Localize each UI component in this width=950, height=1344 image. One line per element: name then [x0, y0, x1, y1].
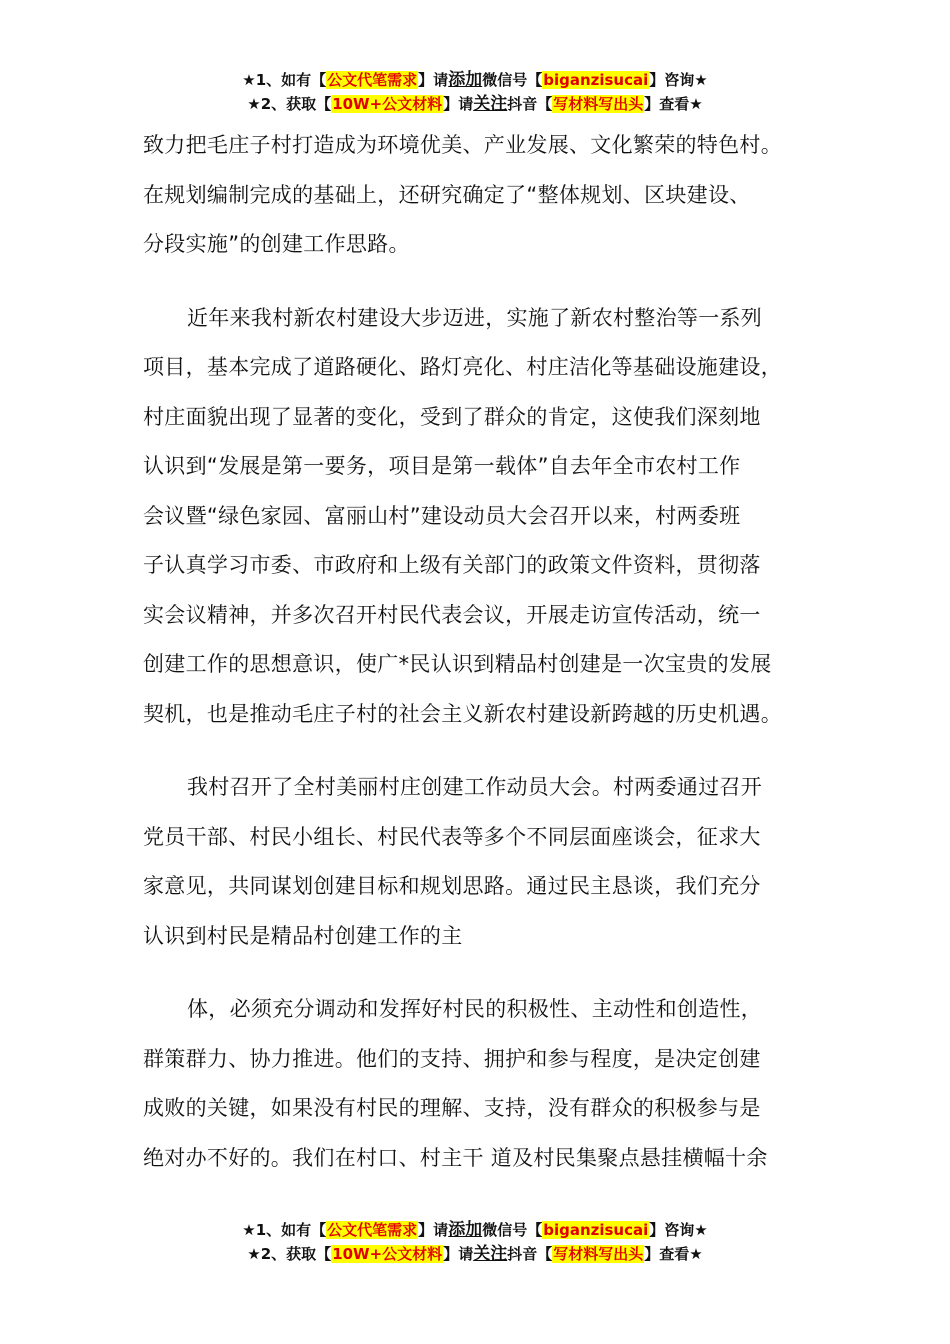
banner-text: 2、获取【: [260, 1245, 332, 1263]
highlight-text: 公文代笔需求: [327, 71, 418, 89]
text-line: 成败的关键，如果没有村民的理解、支持，没有群众的积极参与是: [143, 1096, 761, 1120]
footer-banner: [0, 1218, 950, 1266]
text-line: 近年来我村新农村建设大步迈进，实施了新农村整治等一系列: [187, 305, 763, 330]
banner-text: 】查看: [644, 1245, 690, 1263]
document-body: [143, 121, 833, 1183]
banner-text: 1、如有【: [255, 71, 327, 89]
star-icon: ★: [242, 71, 256, 89]
text-line: 体，必须充分调动和发挥好村民的积极性、主动性和创造性，: [187, 997, 763, 1021]
banner-line-2: [0, 92, 950, 116]
star-icon: ★: [247, 95, 261, 113]
text-line: 群策群力、协力推进。他们的支持、拥护和参与程度，是决定创建: [143, 1046, 761, 1071]
text-line: 分段实施”的创建工作思路。: [143, 232, 410, 256]
text-line: 家意见，共同谋划创建目标和规划思路。通过民主恳谈，我们充分: [143, 874, 761, 898]
banner-text: 】请: [443, 95, 474, 113]
banner-text: 微信号【: [482, 71, 543, 89]
banner-text: 】查看: [644, 95, 690, 113]
banner-text: 】咨询: [649, 1221, 695, 1239]
paragraph: [143, 294, 833, 740]
banner-line-2: [0, 1242, 950, 1266]
banner-text: 抖音【: [507, 95, 553, 113]
text-line: 我村召开了全村美丽村庄创建工作动员大会。村两委通过召开: [187, 775, 763, 799]
star-icon: ★: [694, 71, 708, 89]
star-icon: ★: [247, 1245, 261, 1263]
text-line: 认识到村民是精品村创建工作的主: [143, 923, 463, 948]
banner-text: 】咨询: [649, 71, 695, 89]
paragraph: [143, 985, 833, 1183]
underlined-text: 添加: [448, 70, 483, 90]
text-line: 致力把毛庄子村打造成为环境优美、产业发展、文化繁荣的特色村。: [143, 133, 782, 157]
text-line: 村庄面貌出现了显著的变化，受到了群众的肯定，这使我们深刻地: [143, 404, 761, 429]
banner-text: 2、获取【: [260, 95, 332, 113]
banner-text: 】请: [418, 71, 449, 89]
text-line: 实会议精神，并多次召开村民代表会议，开展走访宣传活动，统一: [143, 602, 761, 627]
wechat-id: biganzisucai: [543, 1221, 649, 1239]
star-icon: ★: [689, 95, 703, 113]
banner-line-1: [0, 1218, 950, 1242]
banner-text: 】请: [418, 1221, 449, 1239]
header-banner: [0, 68, 950, 116]
paragraph: [143, 763, 833, 961]
highlight-text: 10W+公文材料: [332, 95, 443, 113]
banner-text: 微信号【: [482, 1221, 543, 1239]
text-line: 在规划编制完成的基础上，还研究确定了“整体规划、区块建设、: [143, 182, 751, 207]
star-icon: ★: [242, 1221, 256, 1239]
text-line: 绝对办不好的。我们在村口、村主干 道及村民集聚点悬挂横幅十余: [143, 1145, 768, 1170]
text-line: 契机，也是推动毛庄子村的社会主义新农村建设新跨越的历史机遇。: [143, 701, 782, 726]
text-line: 党员干部、村民小组长、村民代表等多个不同层面座谈会，征求大: [143, 824, 761, 849]
star-icon: ★: [689, 1245, 703, 1263]
highlight-text: 10W+公文材料: [332, 1245, 443, 1263]
banner-line-1: [0, 68, 950, 92]
banner-text: 抖音【: [507, 1245, 553, 1263]
banner-text: 】请: [443, 1245, 474, 1263]
text-line: 会议暨“绿色家园、富丽山村”建设动员大会召开以来，村两委班: [143, 503, 741, 528]
text-line: 创建工作的思想意识，使广*民认识到精品村创建是一次宝贵的发展: [143, 652, 772, 676]
underlined-text: 关注: [473, 1244, 508, 1264]
text-line: 子认真学习市委、市政府和上级有关部门的政策文件资料，贯彻落: [143, 553, 761, 577]
douyin-account: 写材料写出头: [553, 1245, 644, 1263]
text-line: 项目，基本完成了道路硬化、路灯亮化、村庄洁化等基础设施建设，: [143, 355, 782, 379]
douyin-account: 写材料写出头: [553, 95, 644, 113]
star-icon: ★: [694, 1221, 708, 1239]
highlight-text: 公文代笔需求: [327, 1221, 418, 1239]
banner-text: 1、如有【: [255, 1221, 327, 1239]
wechat-id: biganzisucai: [543, 71, 649, 89]
paragraph: [143, 121, 833, 270]
text-line: 认识到“发展是第一要务，项目是第一载体”自去年全市农村工作: [143, 454, 741, 478]
underlined-text: 添加: [448, 1220, 483, 1240]
underlined-text: 关注: [473, 94, 508, 114]
